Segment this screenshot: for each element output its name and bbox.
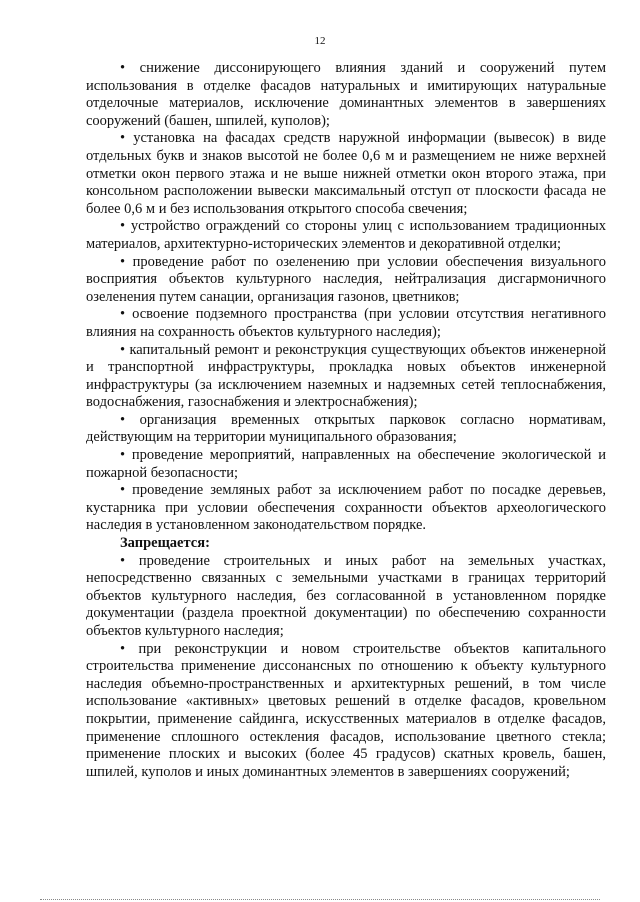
list-item: • проведение работ по озеленению при условии обеспечения визуального восприятия объектов культурного наследия, нейтрализация дисгармоничного озеленения путем санации, организация газонов, цветников; [86,254,606,307]
list-item: • устройство ограждений со стороны улиц с использованием традиционных материалов, архитектурно-исторических элементов и декоративной отделки; [86,218,606,253]
list-item: • проведение земляных работ за исключением работ по посадке деревьев, кустарника при условии обеспечения сохранности объектов археологического наследия в установленном законодательством порядке. [86,482,606,535]
document-body [86,60,606,781]
list-item: • проведение строительных и иных работ на земельных участках, непосредственно связанных с земельными участками в границах территорий объектов культурного наследия, без согласованной в установленном порядке документации (раздела проектной документации) по обеспечению сохранности объектов культурного наследия; [86,553,606,641]
page-number: 12 [314,35,326,47]
list-item: • снижение диссонирующего влияния зданий и сооружений путем использования в отделке фасадов натуральных и имитирующих натуральные отделочные материалов, исключение доминантных элементов в завершениях сооружений (башен, шпилей, куполов); [86,60,606,130]
section-heading: Запрещается: [120,535,210,552]
list-item: • организация временных открытых парковок согласно нормативам, действующим на территории муниципального образования; [86,412,606,447]
list-item: • капитальный ремонт и реконструкция существующих объектов инженерной и транспортной инфраструктуры, прокладка новых объектов инженерной инфраструктуры (за исключением наземных и надземных сетей теплоснабжения, водоснабжения, газоснабжения и электроснабжения); [86,342,606,412]
list-item: • проведение мероприятий, направленных на обеспечение экологической и пожарной безопасности; [86,447,606,482]
scan-edge-line [40,899,600,901]
list-item: • освоение подземного пространства (при условии отсутствия негативного влияния на сохранность объектов культурного наследия); [86,306,606,341]
list-item: • установка на фасадах средств наружной информации (вывесок) в виде отдельных букв и знаков высотой не более 0,6 м и размещением не ниже верхней отметки окон первого этажа и не выше нижней отметки окон второго этажа, при консольном расположении вывески максимальный отступ от плоскости фасада не более 0,6 м и без использования открытого способа свечения; [86,130,606,218]
list-item: • при реконструкции и новом строительстве объектов капитального строительства применение диссонансных по отношению к объекту культурного наследия объемно-пространственных и архитектурных решений, в том числе использование «активных» цветовых решений в отделке фасадов, кровельном покрытии, применение сайдинга, искусственных материалов в отделке фасадов, применение сплошного остекления фасадов, использование цветного стекла; применение плоских и высоких (более 45 градусов) скатных кровель, башен, шпилей, куполов и иных доминантных элементов в завершениях сооружений; [86,641,606,782]
